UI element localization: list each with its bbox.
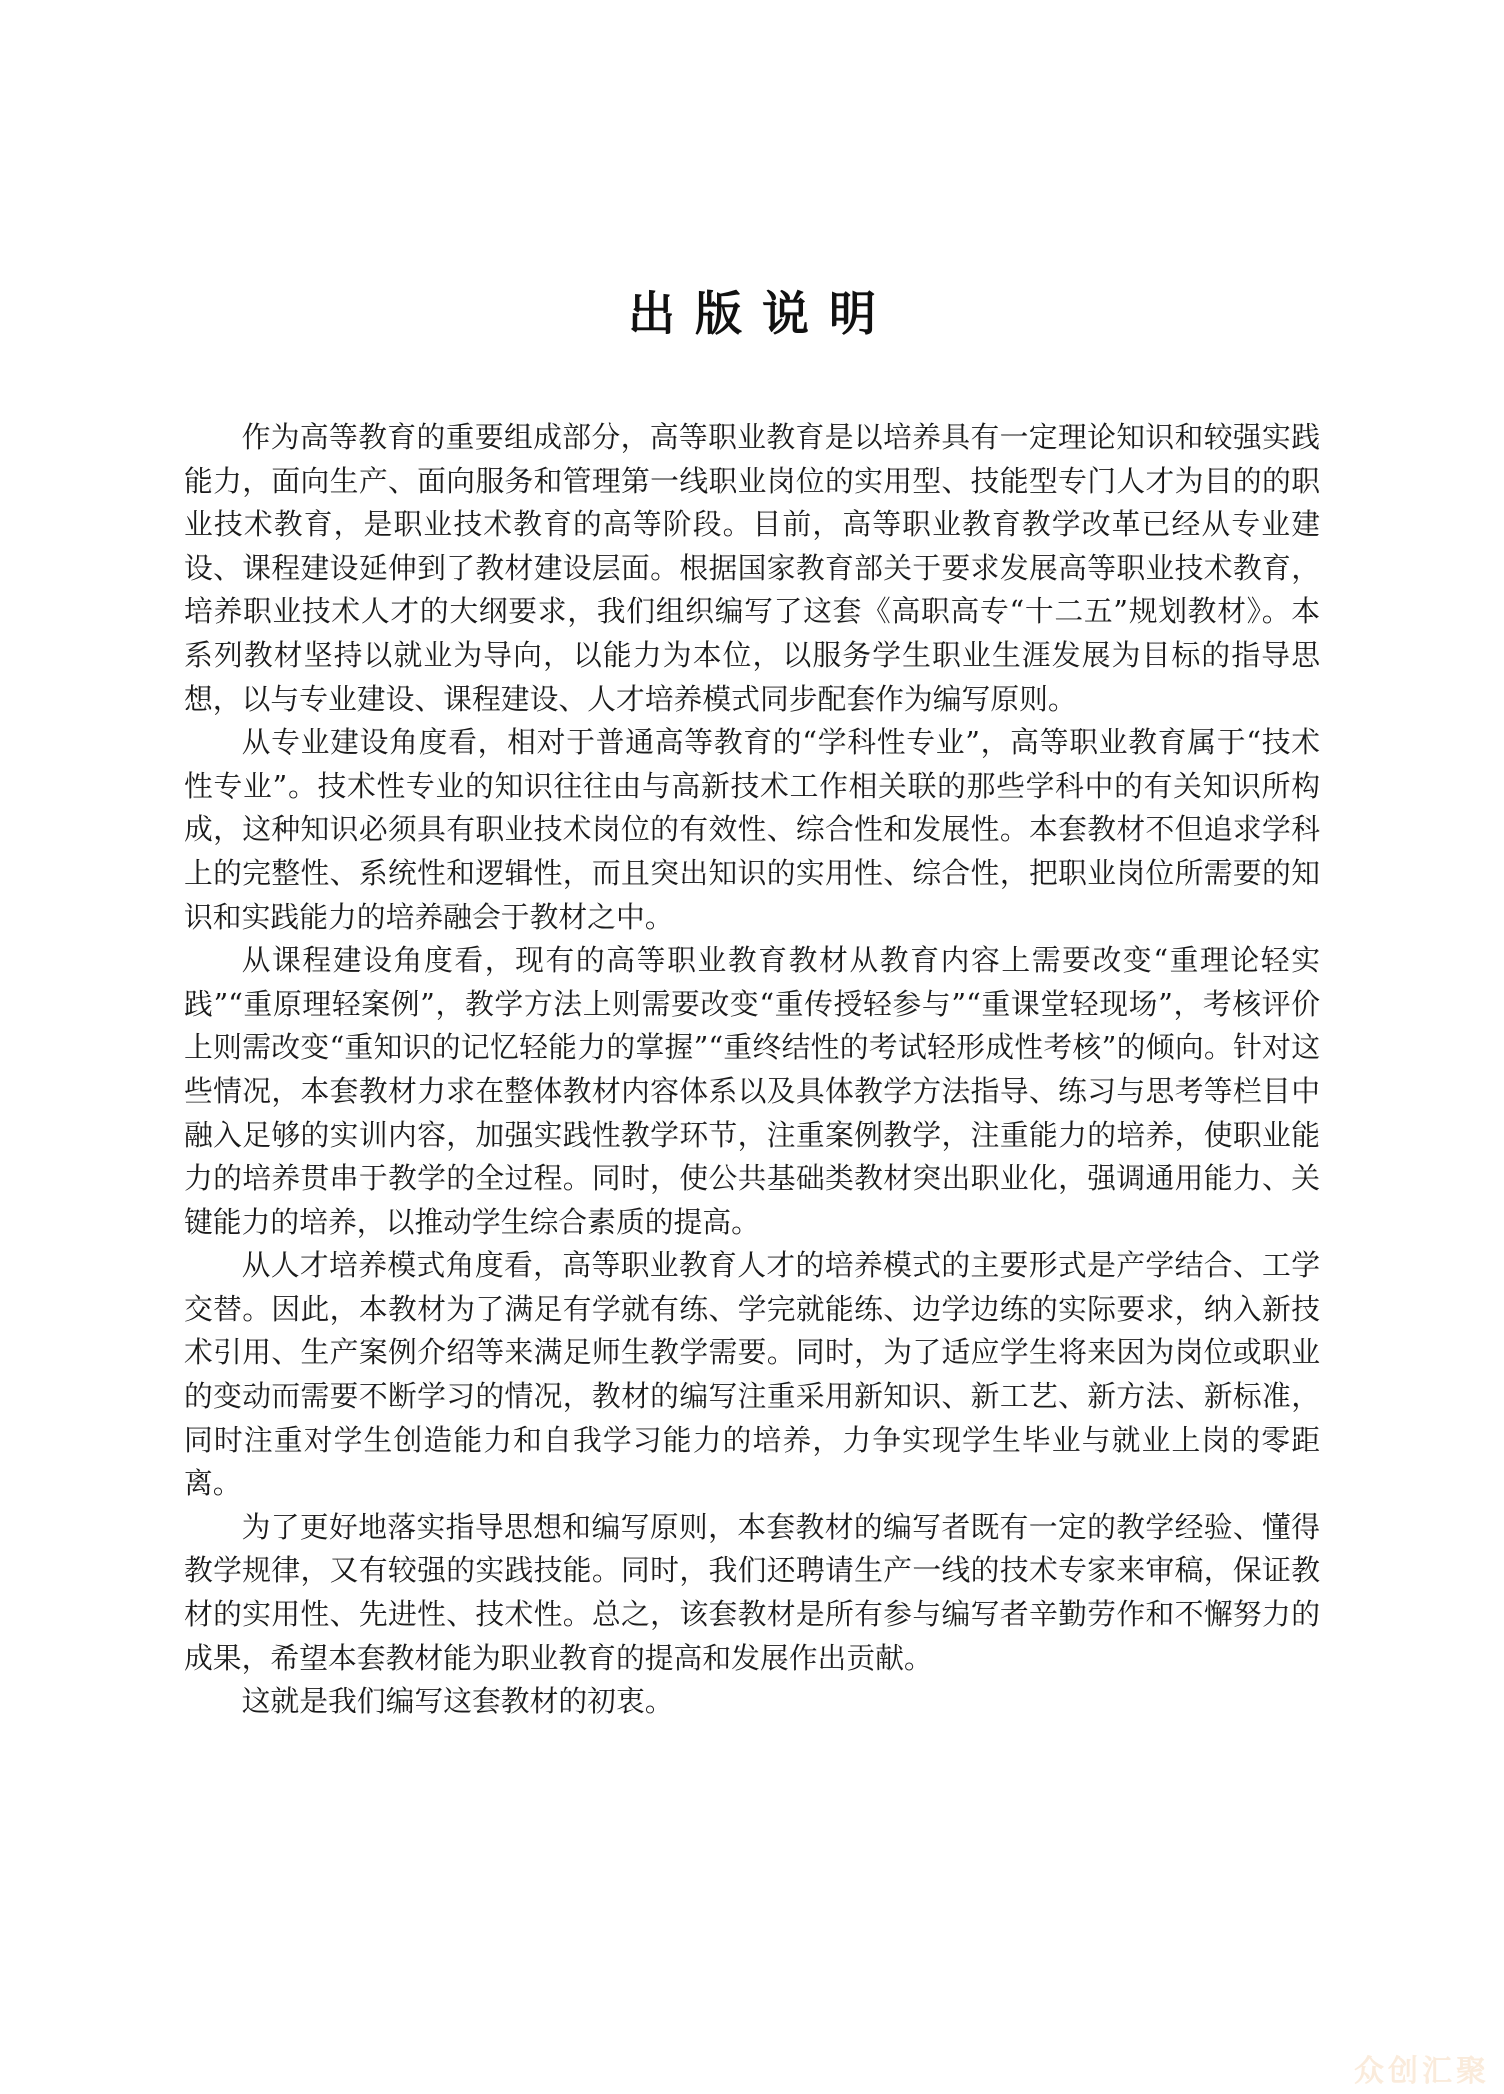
paragraph-training-model: 从人才培养模式角度看，高等职业教育人才的培养模式的主要形式是产学结合、工学交替。因此，本教材为了满足有学就有练、学完就能练、边学边练的实际要求，纳入新技术引用、生产案例介绍等来满足师生教学需要。同时，为了适应学生将来因为岗位或职业的变动而需要不断学习的情况，教材的编写注重采用新知识、新工艺、新方法、新标准，同时注重对学生创造能力和自我学习能力的培养，力争实现学生毕业与就业上岗的零距离。 xyxy=(184,1248,1320,1501)
paragraph-professional-construction: 从专业建设角度看，相对于普通高等教育的“学科性专业”，高等职业教育属于“技术性专业”。技术性专业的知识往往由与高新技术工作相关联的那些学科中的有关知识所构成，这种知识必须具有职业技术岗位的有效性、综合性和发展性。本套教材不但追求学科上的完整性、系统性和逻辑性，而且突出知识的实用性、综合性，把职业岗位所需要的知识和实践能力的培养融会于教材之中。 xyxy=(184,725,1320,934)
watermark-logo: 众创汇聚 xyxy=(1354,2054,1490,2089)
paragraph-authors: 为了更好地落实指导思想和编写原则，本套教材的编写者既有一定的教学经验、懂得教学规律，又有较强的实践技能。同时，我们还聘请生产一线的技术专家来审稿，保证教材的实用性、先进性、技术性。总之，该套教材是所有参与编写者辛勤劳作和不懈努力的成果，希望本套教材能为职业教育的提高和发展作出贡献。 xyxy=(184,1509,1320,1675)
paragraph-curriculum-construction: 从课程建设角度看，现有的高等职业教育教材从教育内容上需要改变“重理论轻实践”“重原理轻案例”，教学方法上则需要改变“重传授轻参与”“重课堂轻现场”，考核评价上则需改变“重知识的记忆轻能力的掌握”“重终结性的考试轻形成性考核”的倾向。针对这些情况，本套教材力求在整体教材内容体系以及具体教学方法指导、练习与思考等栏目中融入足够的实训内容，加强实践性教学环节，注重案例教学，注重能力的培养，使职业能力的培养贯串于教学的全过程。同时，使公共基础类教材突出职业化，强调通用能力、关键能力的培养，以推动学生综合素质的提高。 xyxy=(184,943,1320,1239)
paragraph-intro: 作为高等教育的重要组成部分，高等职业教育是以培养具有一定理论知识和较强实践能力，面向生产、面向服务和管理第一线职业岗位的实用型、技能型专门人才为目的的职业技术教育，是职业技术教育的高等阶段。目前，高等职业教育教学改革已经从专业建设、课程建设延伸到了教材建设层面。根据国家教育部关于要求发展高等职业技术教育，培养职业技术人才的大纲要求，我们组织编写了这套《高职高专“十二五”规划教材》。本系列教材坚持以就业为导向，以能力为本位，以服务学生职业生涯发展为目标的指导思想，以与专业建设、课程建设、人才培养模式同步配套作为编写原则。 xyxy=(184,420,1320,716)
paragraph-closing: 这就是我们编写这套教材的初衷。 xyxy=(241,1684,674,1719)
document-body xyxy=(184,416,1320,1724)
page-title: 出版说明 xyxy=(628,287,896,342)
